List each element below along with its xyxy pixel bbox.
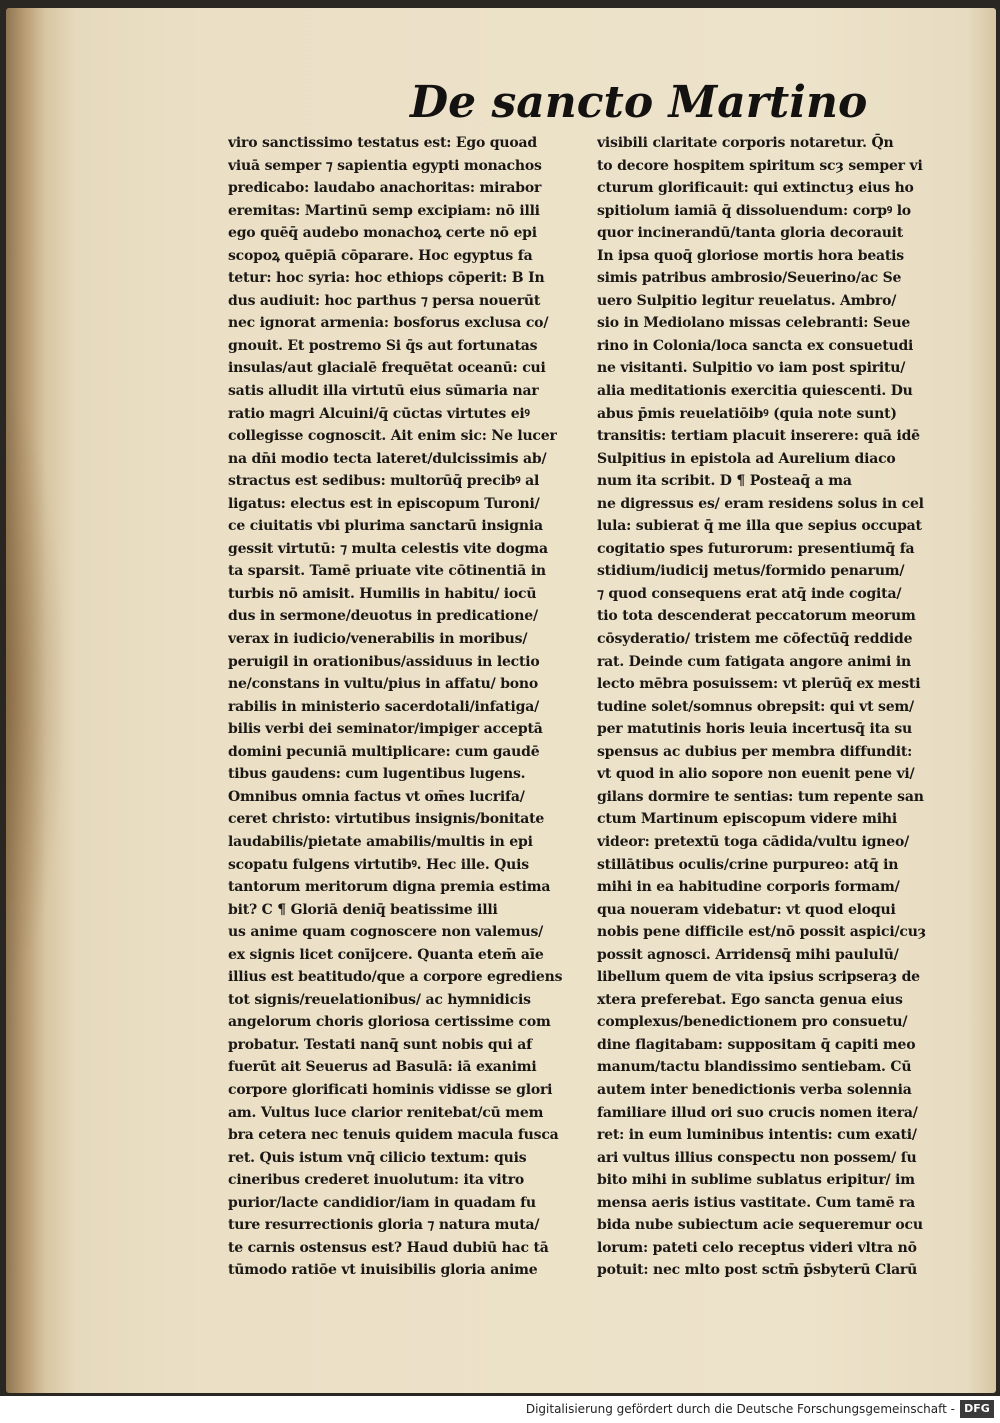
text-line: probatur. Testati nanq̄ sunt nobis qui af (228, 1036, 532, 1053)
text-line: lula: subierat q̄ me illa que sepius occupat (597, 518, 922, 535)
text-line: Omnibus omnia factus vt om̄es lucrifa/ (228, 788, 525, 805)
text-line: quor incinerandū/tanta gloria decorauit (597, 225, 904, 242)
text-line: visibili claritate corporis notaretur. Q̄n (597, 135, 894, 151)
text-line: ret: in eum luminibus intentis: cum exati/ (597, 1127, 917, 1144)
text-line: bilis verbi dei seminator/impiger acceptā (228, 721, 543, 738)
text-line: mensa aeris istius vastitate. Cum tamē ra (597, 1194, 915, 1211)
text-line: complexus/benedictionem pro consuetu/ (597, 1014, 908, 1031)
text-line: per matutinis horis leuia incertusq̄ ita su (597, 721, 913, 738)
text-line: xtera preferebat. Ego sancta genua eius (597, 991, 903, 1008)
text-line: num ita scribit. D ¶ Posteaq̄ a ma (597, 473, 852, 490)
text-line: ctum Martinum episcopum videre mihi (597, 811, 897, 828)
text-line: ego quēq̄ audebo monachoꝝ certe nō epi (228, 225, 537, 242)
text-line: cogitatio spes futurorum: presentiumq̄ fa (597, 540, 915, 557)
text-line: verax in iudicio/venerabilis in moribus/ (228, 631, 528, 648)
text-line: nobis pene difficile est/nō possit aspici/cuȝ (597, 924, 926, 941)
text-line: gnouit. Et postremo Si q̄s aut fortunatas (228, 337, 538, 354)
text-line: am. Vultus luce clarior renitebat/cū mem (228, 1104, 544, 1121)
text-line: scopatu fulgens virtutibꝰ. Hec ille. Quis (228, 856, 529, 873)
text-line: rino in Colonia/loca sancta ex consuetudi (597, 337, 914, 354)
text-line: alia meditationis exercitia quiescenti. Du (597, 383, 913, 400)
text-line: fuerūt ait Seuerus ad Basulā: iā exanimi (228, 1059, 537, 1076)
text-line: videor: pretextū toga cādida/vultu igneo/ (597, 833, 910, 850)
text-line: ligatus: electus est in episcopum Turoni/ (228, 495, 540, 512)
text-line: bit? C ¶ Gloriā deniq̄ beatissime illi (228, 901, 498, 918)
text-line: illius est beatitudo/que a corpore egrediens (228, 969, 563, 986)
text-line: qua noueram videbatur: vt quod eloqui (597, 901, 896, 918)
text-line: mihi in ea habitudine corporis formam/ (597, 879, 900, 896)
footer-bar (0, 1396, 1000, 1423)
text-line: collegisse cognoscit. Ait enim sic: Ne lucer (228, 428, 557, 445)
text-line: sio in Mediolano missas celebranti: Seue (597, 315, 911, 332)
text-line: cineribus crederet inuolutum: ita vitro (228, 1172, 525, 1189)
text-line: ret. Quis istum vnq̄ cilicio textum: quis (228, 1149, 527, 1166)
text-line: gessit virtutū: ⁊ multa celestis vite dogma (228, 540, 548, 557)
text-line: bra cetera nec tenuis quidem macula fusca (228, 1127, 559, 1144)
text-line: viro sanctissimo testatus est: Ego quoad (228, 135, 537, 151)
text-line: autem inter benedictionis verba solennia (597, 1081, 912, 1098)
text-line: viuā semper ⁊ sapientia egypti monachos (228, 157, 542, 174)
text-line: uero Sulpitio legitur reuelatus. Ambro/ (597, 292, 897, 309)
text-line: ceret christo: virtutibus insignis/bonitate (228, 811, 545, 828)
text-line: abus p̄mis reuelatiōibꝰ (quia note sunt) (597, 405, 897, 422)
text-line: Sulpitius in epistola ad Aurelium diaco (597, 450, 896, 467)
text-line: ne/constans in vultu/pius in affatu/ bono (228, 676, 539, 693)
text-line: satis alludit illa virtutū eius sūmaria nar (228, 383, 539, 400)
right-text-column (597, 132, 967, 1282)
text-line: transitis: tertiam placuit inserere: quā idē (597, 428, 920, 445)
text-line: te carnis ostensus est? Haud dubiū hac tā (228, 1239, 549, 1256)
text-line: predicabo: laudabo anachoritas: mirabor (228, 180, 542, 197)
text-line: ta sparsit. Tamē priuate vite cōtinentiā in (228, 563, 546, 580)
text-line: tudine solet/somnus obrepsit: qui vt sem/ (597, 698, 914, 715)
text-line: na dn̄i modio tecta lateret/dulcissimis ab/ (228, 450, 547, 467)
text-line: lecto mēbra posuissem: vt plerūq̄ ex mesti (597, 676, 921, 693)
text-line: ari vultus illius conspectu non possem/ ſu (597, 1149, 917, 1166)
text-line: turbis nō amisit. Humilis in habitu/ iocū (228, 585, 537, 602)
text-line: nec ignorat armenia: bosforus exclusa co/ (228, 315, 549, 332)
text-line: domini pecuniā multiplicare: cum gaudē (228, 743, 540, 760)
text-line: rat. Deinde cum fatigata angore animi in (597, 653, 911, 670)
text-line: lorum: pateti celo receptus videri vltra nō (597, 1239, 917, 1256)
text-line: peruigil in orationibus/assiduus in lectio (228, 653, 540, 670)
text-line: vt quod in alio sopore non euenit pene vi/ (597, 766, 915, 783)
dfg-logo: DFG (960, 1400, 994, 1418)
page-heading: De sancto Martino (410, 77, 868, 128)
footer-credit: Digitalisierung gefördert durch die Deutsche Forschungsgemeinschaft - (525, 1402, 955, 1416)
text-line: rabilis in ministerio sacerdotali/infatiga/ (228, 698, 540, 715)
text-line: cōsyderatio/ tristem me cōfectūq̄ reddide (597, 631, 913, 648)
text-line: ratio magri Alcuini/q̄ cūctas virtutes eiꝰ (228, 405, 530, 422)
text-line: corpore glorificati hominis vidisse se glori (228, 1081, 553, 1098)
text-line: dus audiuit: hoc parthus ⁊ persa nouerūt (228, 292, 541, 309)
text-line: familiare illud ori suo crucis nomen itera/ (597, 1104, 918, 1121)
text-line: dine flagitabam: suppositam q̄ capiti meo (597, 1036, 916, 1053)
text-line: libellum quem de vita ipsius scripseraȝ de (597, 969, 920, 986)
text-line: us anime quam cognoscere non valemus/ (228, 924, 544, 941)
text-line: tūmodo ratiōe vt inuisibilis gloria anime (228, 1262, 538, 1279)
text-line: ture resurrectionis gloria ⁊ natura muta/ (228, 1217, 540, 1234)
text-line: purior/lacte candidior/iam in quadam fu (228, 1194, 536, 1211)
text-line: laudabilis/pietate amabilis/multis in epi (228, 833, 533, 850)
text-line: ex signis licet conījcere. Quanta etem̄ aīe (228, 946, 544, 963)
text-line: spitiolum iamiā q̄ dissoluendum: corpꝰ lo (597, 202, 911, 219)
text-line: bito mihi in sublime sublatus eripitur/ im (597, 1172, 915, 1189)
text-line: tio tota descenderat peccatorum meorum (597, 608, 916, 625)
text-line: manum/tactu blandissimo sentiebam. Cū (597, 1059, 912, 1076)
text-line: stractus est sedibus: multorūq̄ precibꝰ al (228, 473, 540, 490)
text-line: tibus gaudens: cum lugentibus lugens. (228, 766, 526, 783)
text-line: tantorum meritorum digna premia estima (228, 879, 551, 896)
text-line: scopoꝝ quēpiā cōparare. Hoc egyptus fa (228, 247, 533, 264)
text-line: simis patribus ambrosio/Seuerino/ac Se (597, 270, 902, 287)
text-line: bida nube subiectum acie sequeremur ocu (597, 1217, 923, 1234)
text-line: stillātibus oculis/crine purpureo: atq̄ in (597, 856, 899, 873)
text-line: dus in sermone/deuotus in predicatione/ (228, 608, 538, 625)
text-line: ce ciuitatis vbi plurima sanctarū insignia (228, 518, 543, 535)
text-line: to decore hospitem spiritum scȝ semper vi (597, 157, 923, 174)
text-line: ne visitanti. Sulpitio vo iam post spiritu/ (597, 360, 906, 377)
text-line: ne digressus es/ eram residens solus in cel (597, 495, 924, 512)
text-line: ⁊ quod consequens erat atq̄ inde cogita/ (597, 585, 902, 602)
text-line: tetur: hoc syria: hoc ethiops cōperit: B In (228, 270, 545, 287)
text-line: cturum glorificauit: qui extinctuȝ eius ho (597, 180, 914, 197)
text-line: tot signis/reuelationibus/ ac hymnidicis (228, 991, 531, 1008)
left-text-column (228, 132, 598, 1282)
text-line: gilans dormire te sentias: tum repente san (597, 788, 924, 805)
text-line: In ipsa quoq̄ gloriose mortis hora beatis (597, 247, 904, 264)
text-line: eremitas: Martinū semp excipiam: nō illi (228, 202, 540, 219)
text-line: insulas/aut glacialē frequētat oceanū: cui (228, 360, 546, 377)
text-line: potuit: nec mlto post sctm̄ p̄sbyterū Clarū (597, 1262, 918, 1279)
text-line: stidium/iudicij metus/formido penarum/ (597, 563, 905, 580)
text-line: spensus ac dubius per membra diffundit: (597, 743, 913, 760)
text-line: angelorum choris gloriosa certissime com (228, 1014, 551, 1031)
page-stain (6, 388, 66, 988)
text-line: possit agnosci. Arridensq̄ mihi paululū/ (597, 946, 899, 963)
